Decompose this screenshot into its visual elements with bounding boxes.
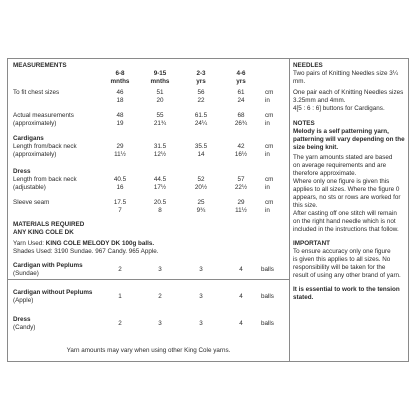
needles-line: mm. bbox=[293, 78, 306, 85]
cell-value: 26¾ bbox=[234, 120, 248, 127]
cell-value: 11½ bbox=[114, 151, 126, 158]
row-label: Sleeve seam bbox=[13, 199, 50, 206]
cell-value: 19 bbox=[116, 120, 124, 127]
ball-count: 1 bbox=[118, 293, 122, 300]
cell-value: 31.5 bbox=[153, 143, 167, 150]
cell-value: 29 bbox=[116, 143, 124, 150]
notes-line: on the right hand needle which is not bbox=[293, 218, 396, 225]
yarn-footnote: Yarn amounts may vary when using other King Cole yarns. bbox=[66, 347, 231, 354]
size-header-3-line2: yrs bbox=[196, 78, 206, 85]
important-line: result of using any other brand of yarn. bbox=[293, 272, 401, 279]
cell-value: 9¾ bbox=[196, 207, 206, 214]
cell-value: 22 bbox=[197, 97, 205, 104]
size-header-1-line2: mnths bbox=[110, 78, 130, 85]
row-label: To fit chest sizes bbox=[13, 89, 60, 96]
column-divider bbox=[289, 59, 290, 361]
needles-line: 4[5 : 6 : 6] buttons for Cardigans. bbox=[293, 105, 385, 112]
cell-value: 17½ bbox=[153, 184, 167, 191]
cell-value: 8 bbox=[158, 207, 162, 214]
material-name: Cardigan without Peplums bbox=[13, 289, 93, 296]
cell-value: 68 bbox=[237, 112, 245, 119]
cell-value: 25 bbox=[197, 199, 205, 206]
notes-bold-line: size being knit. bbox=[293, 144, 339, 151]
cell-value: 61.5 bbox=[194, 112, 208, 119]
cell-value: 18 bbox=[116, 97, 124, 104]
cell-value: 16½ bbox=[234, 151, 248, 158]
cell-value: 22½ bbox=[234, 184, 248, 191]
size-header-2-line1: 9-15 bbox=[153, 70, 167, 77]
yarn-used-label: Yarn Used: bbox=[13, 240, 45, 247]
cell-value: 61 bbox=[237, 89, 245, 96]
balls-unit: balls bbox=[261, 320, 274, 327]
unit-label: in bbox=[265, 207, 270, 214]
unit-label: cm bbox=[265, 89, 274, 96]
cell-value: 7 bbox=[118, 207, 122, 214]
important-bold-line: It is essential to work to the tension bbox=[293, 286, 400, 293]
cell-value: 48 bbox=[116, 112, 124, 119]
ball-count: 4 bbox=[239, 266, 243, 273]
row-label: (approximately) bbox=[13, 120, 57, 127]
cell-value: 29 bbox=[237, 199, 245, 206]
unit-label: cm bbox=[265, 176, 274, 183]
section-divider bbox=[8, 279, 289, 280]
notes-line: Where only one figure is given this bbox=[293, 178, 390, 185]
notes-line: appears, no sts or rows are worked for bbox=[293, 194, 401, 201]
unit-label: in bbox=[265, 120, 270, 127]
notes-line: on average requirements and are bbox=[293, 162, 387, 169]
cell-value: 52 bbox=[197, 176, 205, 183]
notes-line: this size. bbox=[293, 202, 318, 209]
size-header-1-line1: 6-8 bbox=[115, 70, 125, 77]
ball-count: 4 bbox=[239, 293, 243, 300]
cell-value: 40.5 bbox=[113, 176, 127, 183]
important-bold-line: stated. bbox=[293, 294, 314, 301]
ball-count: 2 bbox=[118, 266, 122, 273]
yarn-used-value: KING COLE MELODY DK 100g balls. bbox=[45, 240, 155, 247]
ball-count: 3 bbox=[199, 320, 203, 327]
notes-line: therefore approximate. bbox=[293, 170, 357, 177]
ball-count: 2 bbox=[118, 320, 122, 327]
cell-value: 56 bbox=[197, 89, 205, 96]
size-header-2-line2: mnths bbox=[150, 78, 170, 85]
size-header-4-line1: 4-6 bbox=[236, 70, 246, 77]
notes-line: After casting off one stitch will remain bbox=[293, 210, 397, 217]
needles-title: NEEDLES bbox=[293, 62, 323, 69]
unit-label: in bbox=[265, 184, 270, 191]
ball-count: 2 bbox=[158, 293, 162, 300]
row-label: Length from back neck bbox=[13, 176, 77, 183]
cell-value: 35.5 bbox=[194, 143, 208, 150]
cell-value: 16 bbox=[116, 184, 124, 191]
row-label: Length from/back neck bbox=[13, 143, 77, 150]
cell-value: 20 bbox=[156, 97, 164, 104]
unit-label: in bbox=[265, 151, 270, 158]
cell-value: 17.5 bbox=[113, 199, 127, 206]
cell-value: 12½ bbox=[153, 151, 167, 158]
row-label: (approximately) bbox=[13, 151, 57, 158]
important-line: is given this applies to all sizes. No bbox=[293, 256, 391, 263]
row-label: Actual measurements bbox=[13, 112, 74, 119]
material-shade: (Apple) bbox=[13, 297, 34, 304]
notes-bold-line: patterning will vary depending on the bbox=[293, 136, 405, 143]
measurements-title: MEASUREMENTS bbox=[13, 62, 67, 69]
balls-unit: balls bbox=[261, 266, 274, 273]
cell-value: 46 bbox=[116, 89, 124, 96]
shades-used: Shades Used: 3190 Sundae. 967 Candy. 965 Apple. bbox=[13, 248, 159, 255]
material-shade: (Candy) bbox=[13, 324, 36, 331]
pattern-info-box bbox=[7, 58, 409, 362]
ball-count: 4 bbox=[239, 320, 243, 327]
ball-count: 3 bbox=[199, 293, 203, 300]
notes-line: included in the instructions that follow. bbox=[293, 226, 399, 233]
cell-value: 20½ bbox=[194, 184, 208, 191]
cell-value: 42 bbox=[237, 143, 245, 150]
unit-label: cm bbox=[265, 143, 274, 150]
materials-subtitle: ANY KING COLE DK bbox=[13, 229, 74, 236]
material-name: Dress bbox=[13, 316, 31, 323]
notes-bold-line: Melody is a self patterning yarn, bbox=[293, 128, 389, 135]
unit-label: in bbox=[265, 97, 270, 104]
materials-title: MATERIALS REQUIRED bbox=[13, 221, 85, 228]
cell-value: 51 bbox=[156, 89, 164, 96]
balls-unit: balls bbox=[261, 293, 274, 300]
cell-value: 20.5 bbox=[153, 199, 167, 206]
needles-line: One pair each of Knitting Needles sizes bbox=[293, 89, 404, 96]
cell-value: 24¼ bbox=[194, 120, 208, 127]
needles-line: 3.25mm and 4mm. bbox=[293, 97, 346, 104]
size-header-4-line2: yrs bbox=[236, 78, 246, 85]
material-shade: (Sundae) bbox=[13, 270, 39, 277]
cell-value: 57 bbox=[237, 176, 245, 183]
row-heading: Cardigans bbox=[13, 135, 44, 142]
size-header-3-line1: 2-3 bbox=[196, 70, 206, 77]
material-name: Cardigan with Peplums bbox=[13, 262, 83, 269]
needles-line: Two pairs of Knitting Needles size 3¼ bbox=[293, 70, 399, 77]
row-heading: Dress bbox=[13, 168, 31, 175]
cell-value: 14 bbox=[197, 151, 205, 158]
cell-value: 55 bbox=[156, 112, 164, 119]
notes-line: The yarn amounts stated are based bbox=[293, 154, 393, 161]
cell-value: 24 bbox=[237, 97, 245, 104]
row-label: (adjustable) bbox=[13, 184, 46, 191]
notes-line: applies to all sizes. Where the figure 0 bbox=[293, 186, 400, 193]
ball-count: 3 bbox=[158, 266, 162, 273]
ball-count: 3 bbox=[158, 320, 162, 327]
unit-label: cm bbox=[265, 199, 274, 206]
cell-value: 21¾ bbox=[153, 120, 167, 127]
unit-label: cm bbox=[265, 112, 274, 119]
cell-value: 44.5 bbox=[153, 176, 167, 183]
important-line: To ensure accuracy only one figure bbox=[293, 248, 391, 255]
important-title: IMPORTANT bbox=[293, 240, 330, 247]
important-line: responsibility will be taken for the bbox=[293, 264, 386, 271]
notes-title: NOTES bbox=[293, 120, 315, 127]
cell-value: 11½ bbox=[235, 207, 247, 214]
ball-count: 3 bbox=[199, 266, 203, 273]
